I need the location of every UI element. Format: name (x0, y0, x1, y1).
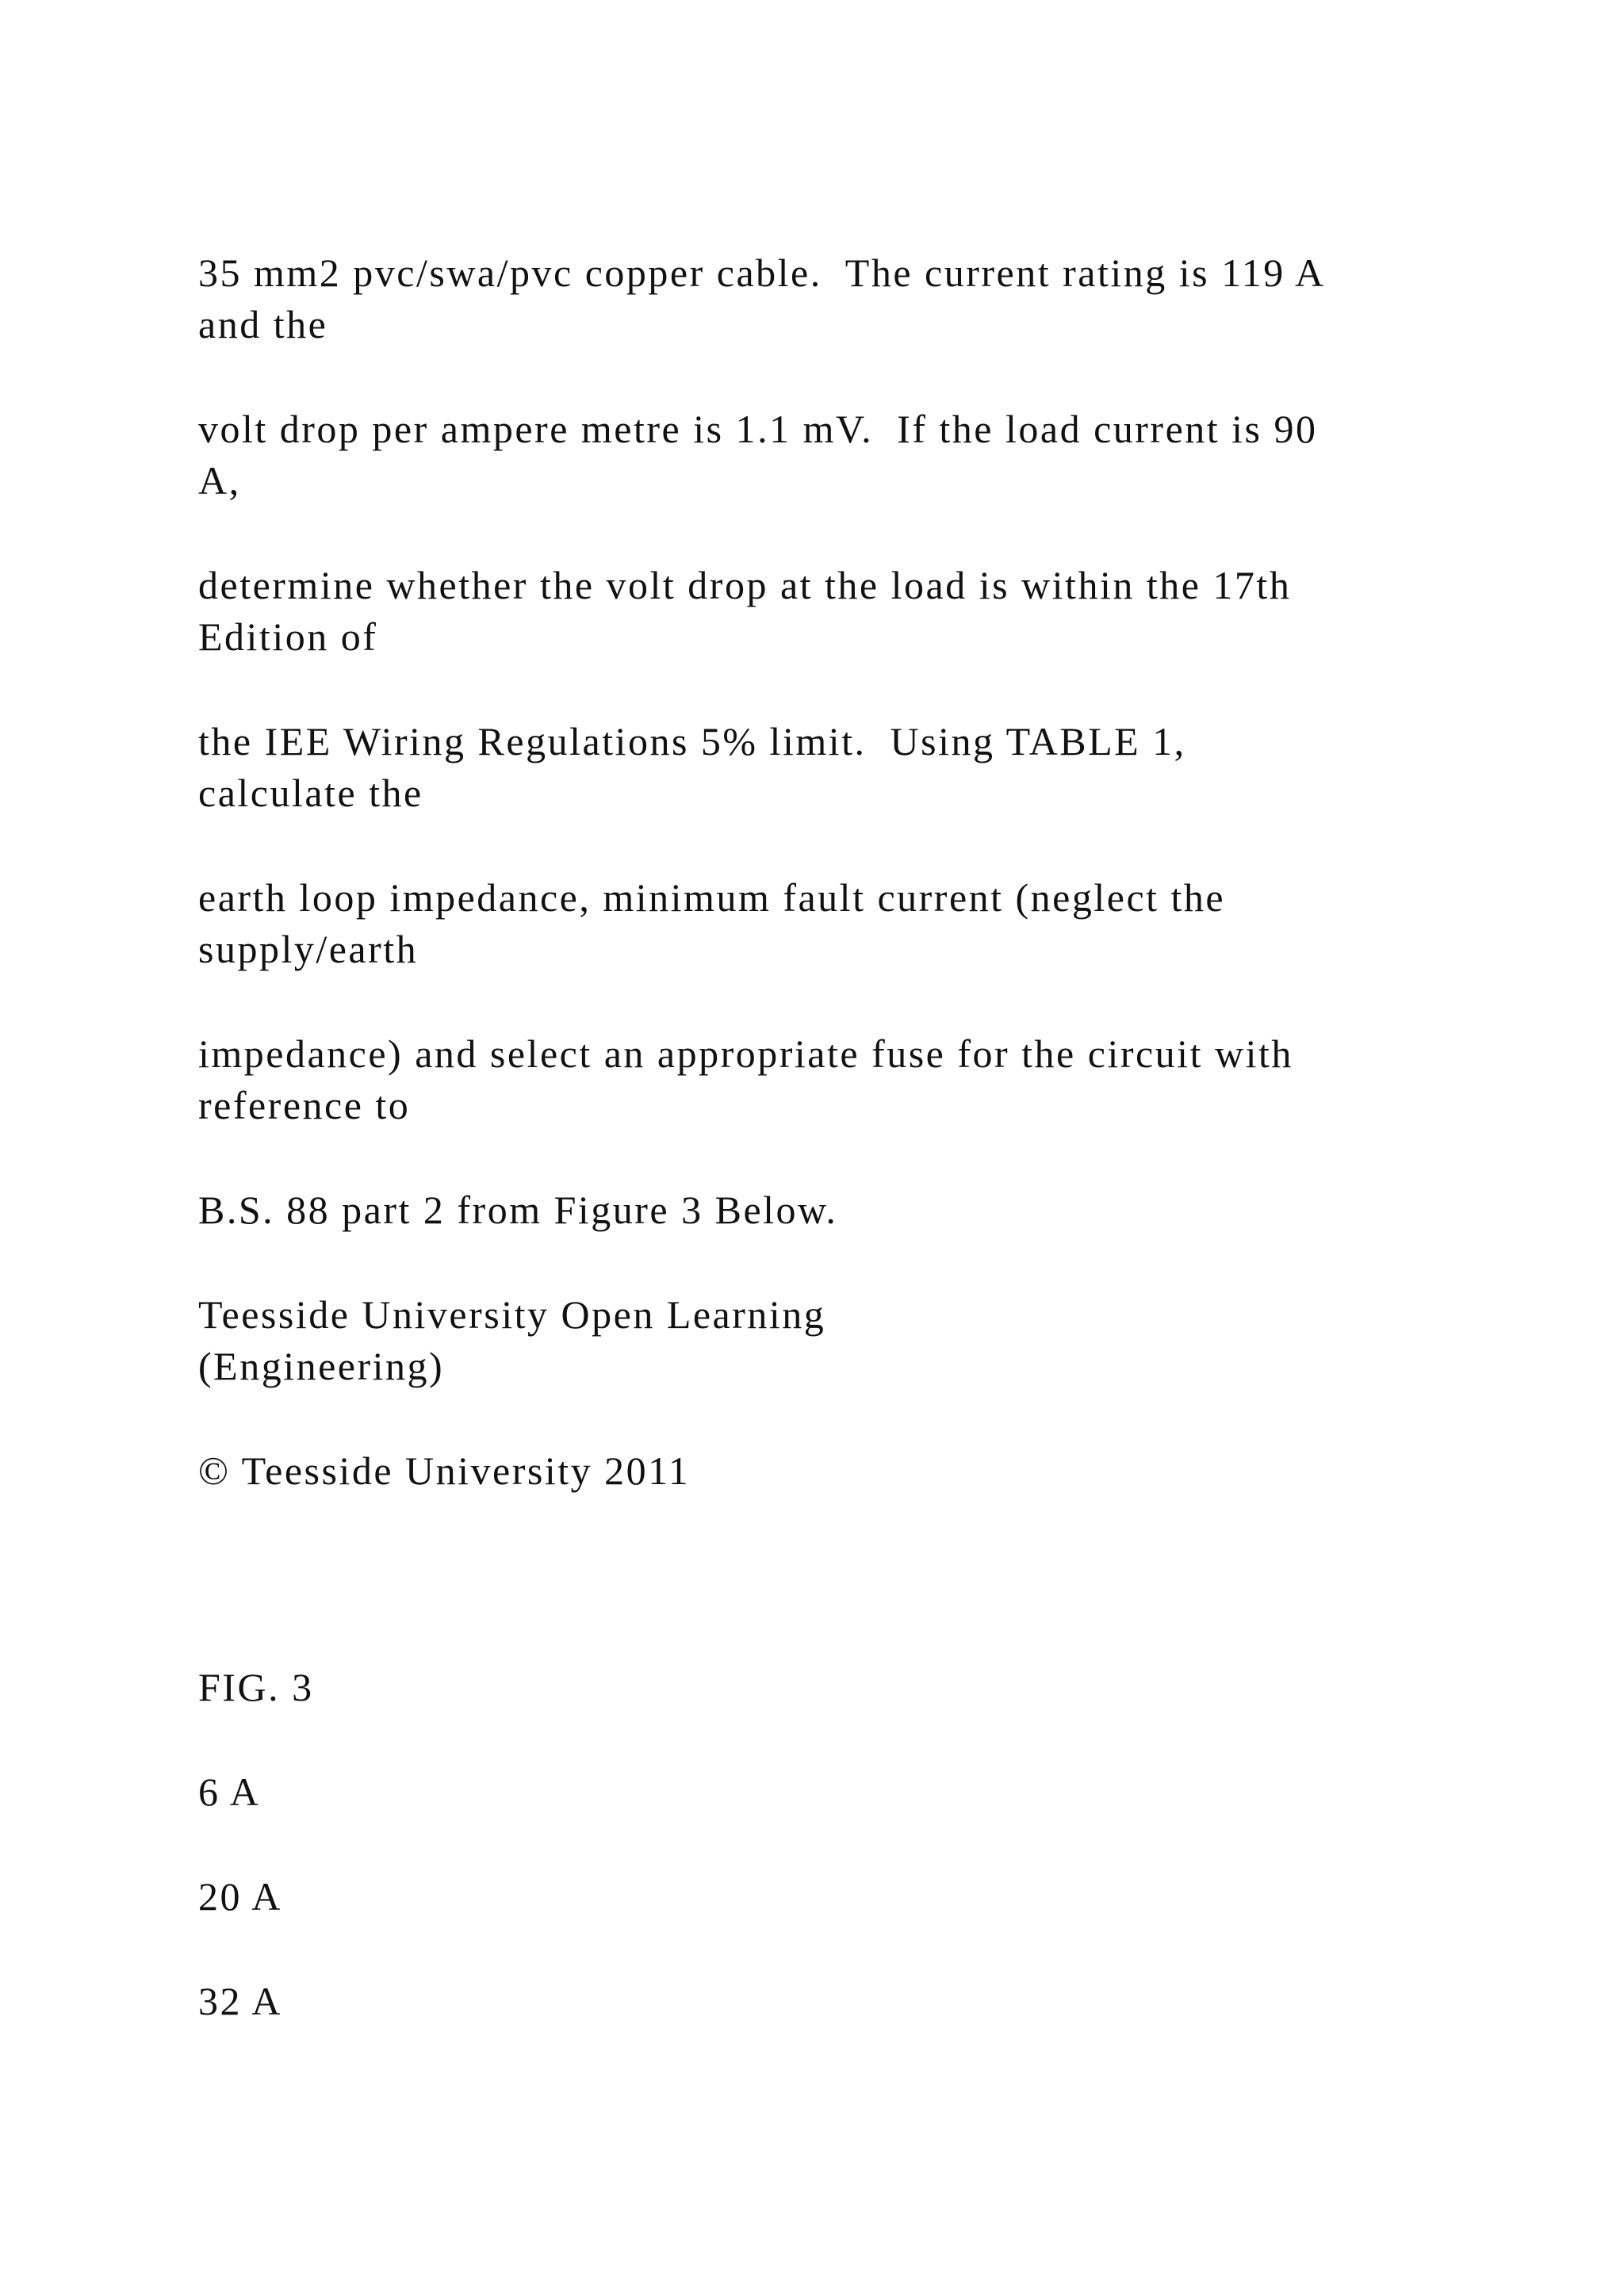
fuse-rating: 20 A (198, 1874, 282, 1919)
text-line: earth loop impedance, minimum fault current (neglect the (198, 875, 1226, 920)
figure-item (198, 1871, 1451, 1923)
copyright-text: © Teesside University 2011 (198, 1448, 691, 1493)
text-line: impedance) and select an appropriate fuse for the circuit with (198, 1031, 1293, 1076)
text-line: determine whether the volt drop at the load is within the 17th (198, 563, 1292, 607)
paragraph-volt-drop (198, 404, 1451, 507)
figure-label (198, 1662, 1451, 1713)
fuse-rating: 32 A (198, 1979, 282, 2023)
text-line: B.S. 88 part 2 from Figure 3 Below. (198, 1188, 838, 1232)
text-line: supply/earth (198, 927, 419, 971)
document-page (198, 247, 1451, 2027)
figure-item (198, 1766, 1451, 1818)
text-line: reference to (198, 1083, 411, 1127)
fuse-rating: 6 A (198, 1770, 261, 1814)
paragraph-regulations (198, 716, 1451, 819)
paragraph-impedance (198, 1028, 1451, 1131)
paragraph-copyright (198, 1445, 1451, 1497)
paragraph-publisher (198, 1289, 1451, 1392)
text-line: 35 mm2 pvc/swa/pvc copper cable. The current rating is 119 A (198, 251, 1326, 295)
figure-item (198, 1976, 1451, 2027)
figure-title: FIG. 3 (198, 1665, 314, 1709)
text-line: Edition of (198, 614, 378, 659)
text-line: A, (198, 458, 241, 503)
paragraph-determine (198, 560, 1451, 663)
text-line: the IEE Wiring Regulations 5% limit. Using TABLE 1, (198, 719, 1186, 763)
text-line: and the (198, 302, 328, 346)
paragraph-bs88 (198, 1184, 1451, 1236)
text-line: calculate the (198, 771, 423, 815)
paragraph-earth-loop (198, 872, 1451, 975)
text-line: (Engineering) (198, 1344, 445, 1388)
text-line: Teesside University Open Learning (198, 1292, 826, 1337)
paragraph-cable-spec (198, 247, 1451, 350)
text-line: volt drop per ampere metre is 1.1 mV. If the load current is 90 (198, 407, 1318, 451)
